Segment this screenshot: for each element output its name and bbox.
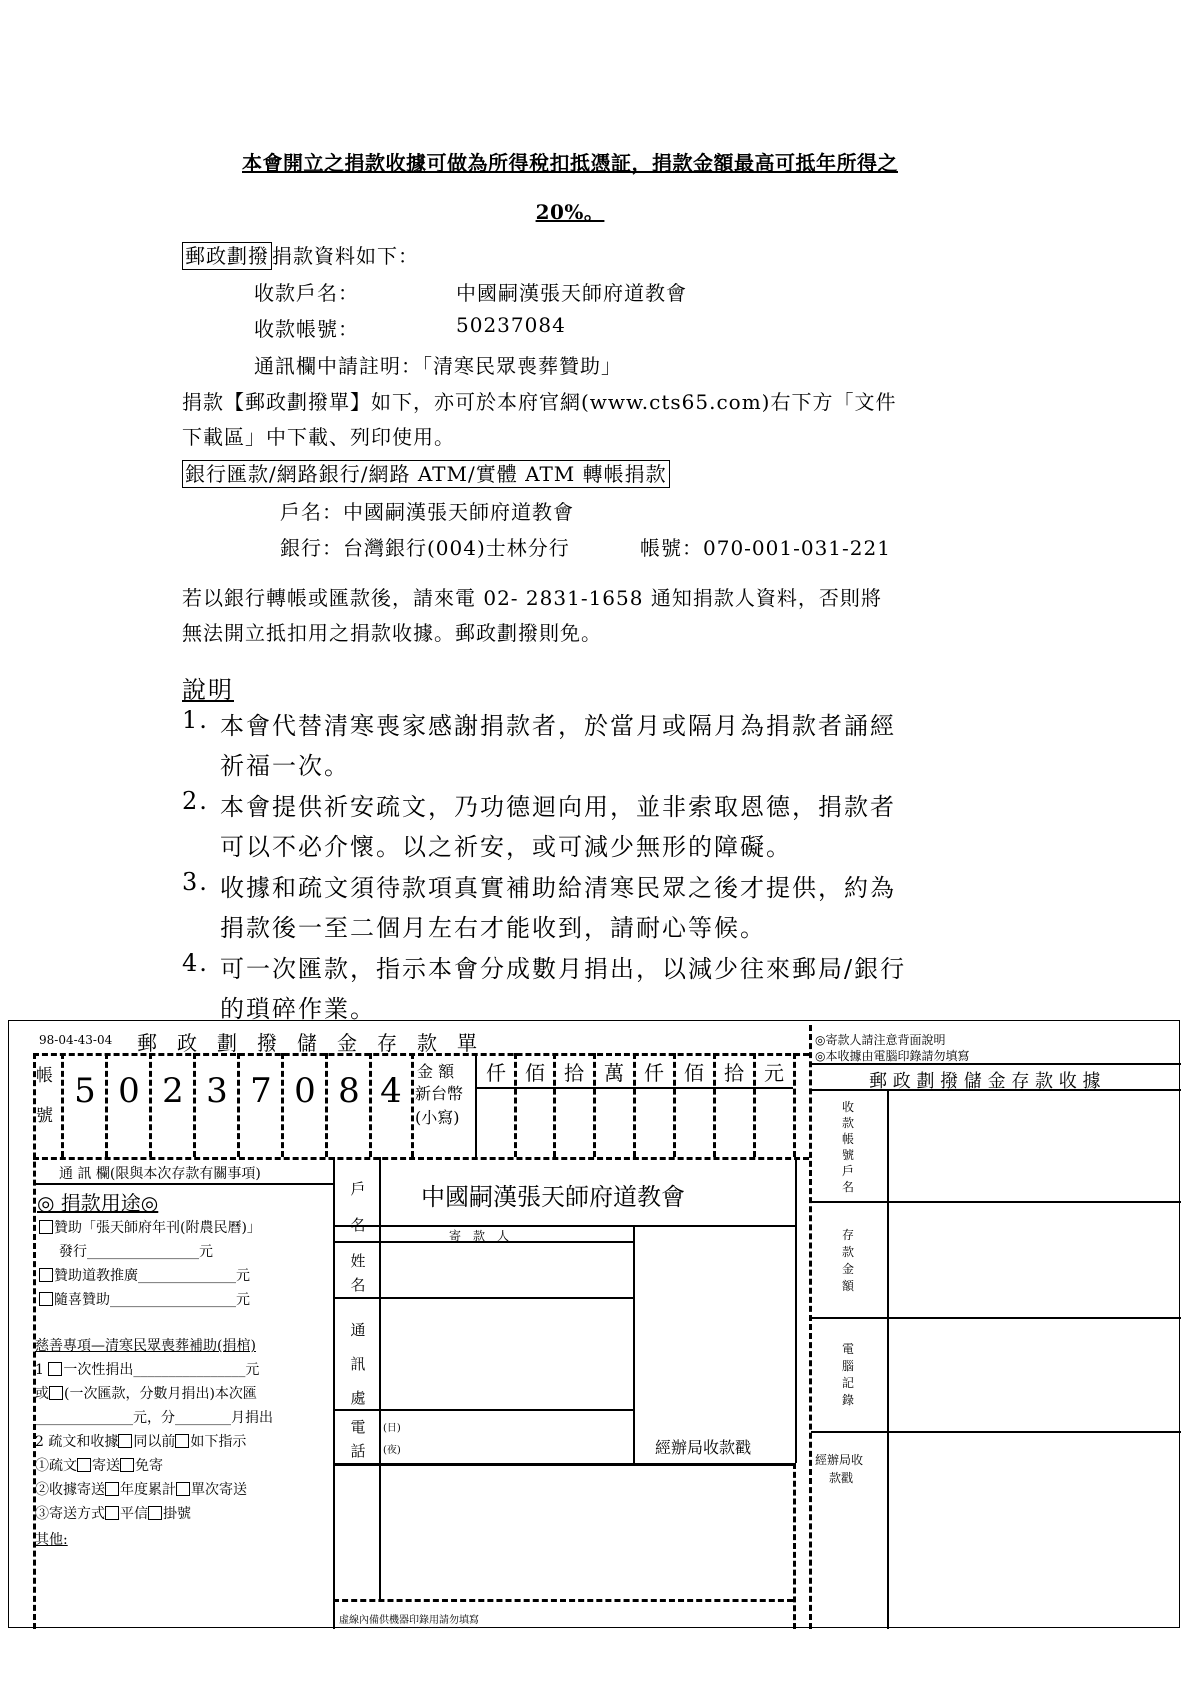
name-field-label: 姓名 [350, 1252, 366, 1294]
currency-label: 新台幣 [415, 1084, 464, 1103]
postal-tag: 郵政劃撥 [182, 242, 272, 270]
charity-monthly-checkbox[interactable] [49, 1386, 63, 1400]
unit-5: 仟 [644, 1061, 664, 1085]
amount-label: 金 額 [417, 1062, 455, 1081]
bank-name-line: 戶名：中國嗣漢張天師府道教會 [280, 500, 574, 524]
header-line-2: 20%。 [535, 200, 605, 224]
account-digit-2: 0 [118, 1071, 140, 1111]
memo-line: 通訊欄中請註明：「清寒民眾喪葬贊助」 [254, 354, 622, 378]
postal-heading [182, 240, 419, 269]
purpose-title: ◎ 捐款用途◎ [37, 1191, 159, 1215]
note-1-line-1: 本會代替清寒喪家感謝捐款者，於當月或隔月為捐款者誦經 [220, 712, 896, 740]
account-label-bottom: 號 [36, 1106, 53, 1126]
account-label: 收款帳號： [254, 317, 359, 341]
bank-account-line: 帳號：070-001-031-221 [640, 536, 891, 560]
account-digit-3: 2 [162, 1071, 184, 1111]
prayer-text-option[interactable]: ①疏文 寄送 免寄 [35, 1458, 163, 1474]
note-1-num: 1. [182, 706, 209, 734]
bank-notice-2: 無法開立抵扣用之捐款收據。郵政劃撥則免。 [182, 621, 602, 645]
form-code: 98-04-43-04 [39, 1033, 113, 1047]
payee-value: 中國嗣漢張天師府道教會 [456, 281, 687, 305]
receipt-instruction[interactable]: 2 疏文和收據 同以前 如下指示 [35, 1434, 247, 1450]
note-3-num: 3. [182, 868, 209, 896]
unit-1: 仟 [486, 1061, 506, 1085]
note-2-line-2: 可以不必介懷。以之祈安，或可減少無形的障礙。 [220, 833, 792, 861]
notes-title: 說明 [182, 676, 234, 704]
receipt-title: 郵 政 劃 撥 儲 金 存 款 收 據 [869, 1071, 1101, 1092]
postal-para-1: 捐款【郵政劃撥單】如下，亦可於本府官網(www.cts65.com)右下方「文件 [182, 390, 897, 414]
bank-line: 銀行：台灣銀行(004)士林分行 [280, 536, 570, 560]
form-title: 郵 政 劃 撥 儲 金 存 款 單 [137, 1031, 477, 1055]
note-4-line-2: 的瑣碎作業。 [220, 995, 376, 1023]
receipt-amount-label: 存款金額 [841, 1228, 854, 1293]
address-field-label: 通訊處 [350, 1321, 366, 1407]
account-digit-1: 5 [74, 1071, 96, 1111]
bank-heading [182, 458, 670, 487]
receipt-stamp-label-2: 款戳 [829, 1471, 854, 1485]
payee-field-label: 戶名 [350, 1180, 366, 1234]
single-checkbox[interactable] [176, 1482, 190, 1496]
receipt-send-option[interactable]: ②收據寄送 年度累計 單次寄送 [35, 1482, 247, 1498]
note-2-num: 2. [182, 787, 209, 815]
phone-night: (夜) [383, 1445, 401, 1456]
account-digit-7: 8 [338, 1071, 360, 1111]
right-note-1: ◎寄款人請注意背面說明 [815, 1033, 946, 1047]
option-promotion[interactable]: 贊助道教推廣______________元 [39, 1265, 250, 1285]
registered-mail-checkbox[interactable] [148, 1506, 162, 1520]
option-free-checkbox[interactable] [39, 1292, 53, 1306]
account-digit-8: 4 [380, 1071, 402, 1111]
account-digit-6: 0 [294, 1071, 316, 1111]
sender-header: 寄 款 人 [449, 1229, 510, 1243]
annual-checkbox[interactable] [105, 1482, 119, 1496]
charity-one-time-checkbox[interactable] [48, 1362, 62, 1376]
right-note-2: ◎本收據由電腦印錄請勿填寫 [815, 1049, 970, 1063]
deposit-slip-form [8, 1020, 1180, 1628]
unit-8: 元 [764, 1061, 784, 1085]
shipping-option[interactable]: ③寄送方式 平信 掛號 [35, 1506, 191, 1522]
option-annual-checkbox[interactable] [39, 1220, 53, 1234]
unit-3: 拾 [564, 1061, 584, 1085]
as-follows-checkbox[interactable] [175, 1434, 189, 1448]
charity-one-time[interactable]: 1 一次性捐出________________元 [35, 1362, 260, 1378]
charity-title: 慈善專項—清寒民眾喪葬補助(捐棺) [35, 1338, 256, 1354]
postal-para-2: 下載區」中下載、列印使用。 [182, 425, 455, 449]
unit-7: 拾 [724, 1061, 744, 1085]
postal-intro: 捐款資料如下： [272, 244, 419, 268]
option-free-donation[interactable]: 隨喜贊助__________________元 [39, 1289, 250, 1309]
note-1-line-2: 祈福一次。 [220, 752, 350, 780]
note-3-line-2: 捐款後一至二個月左右才能收到，請耐心等候。 [220, 914, 766, 942]
machine-note: 虛線內備供機器印錄用請勿填寫 [339, 1615, 479, 1626]
account-label-top: 帳 [36, 1066, 53, 1086]
post-office-stamp: 經辦局收款戳 [655, 1438, 752, 1457]
no-send-checkbox[interactable] [120, 1458, 134, 1472]
account-digit-5: 7 [250, 1071, 272, 1111]
option-promotion-checkbox[interactable] [39, 1268, 53, 1282]
receipt-record-label: 電腦記錄 [841, 1342, 854, 1407]
unit-2: 佰 [525, 1061, 545, 1085]
account-value: 50237084 [456, 313, 566, 337]
unit-4: 萬 [604, 1061, 624, 1085]
option-annual-booklet[interactable]: 贊助「張天師府年刊(附農民曆)」 [39, 1217, 261, 1237]
option-annual-amount: 發行________________元 [59, 1244, 213, 1260]
bank-notice-1: 若以銀行轉帳或匯款後，請來電 02- 2831-1658 通知捐款人資料，否則將 [182, 586, 882, 610]
regular-mail-checkbox[interactable] [105, 1506, 119, 1520]
same-as-before-checkbox[interactable] [118, 1434, 132, 1448]
charity-monthly[interactable]: 或 (一次匯款，分數月捐出)本次匯 [35, 1386, 257, 1402]
other-label: 其他: [35, 1532, 68, 1548]
phone-field-label: 電話 [350, 1418, 366, 1460]
note-4-num: 4. [182, 949, 209, 977]
payee-label: 收款戶名： [254, 281, 359, 305]
receipt-account-label: 收款帳號戶名 [841, 1100, 854, 1194]
comm-header: 通 訊 欄(限與本次存款有關事項) [59, 1166, 261, 1182]
form-payee-value: 中國嗣漢張天師府道教會 [421, 1183, 685, 1211]
account-digit-4: 3 [206, 1071, 228, 1111]
note-2-line-1: 本會提供祈安疏文，乃功德迴向用，並非索取恩德，捐款者 [220, 793, 896, 821]
phone-day: (日) [383, 1423, 401, 1434]
receipt-stamp-label-1: 經辦局收 [815, 1453, 864, 1467]
send-checkbox[interactable] [77, 1458, 91, 1472]
unit-6: 佰 [684, 1061, 704, 1085]
note-4-line-1: 可一次匯款，指示本會分成數月捐出，以減少往來郵局/銀行 [220, 955, 907, 983]
small-label: (小寫) [415, 1108, 460, 1127]
note-3-line-1: 收據和疏文須待款項真實補助給清寒民眾之後才提供，約為 [220, 874, 896, 902]
charity-monthly-amount: ______________元，分________月捐出 [35, 1410, 273, 1426]
header-line-1: 本會開立之捐款收據可做為所得稅扣抵憑証，捐款金額最高可抵年所得之 [242, 151, 898, 175]
bank-tag: 銀行匯款/網路銀行/網路 ATM/實體 ATM 轉帳捐款 [182, 460, 670, 488]
